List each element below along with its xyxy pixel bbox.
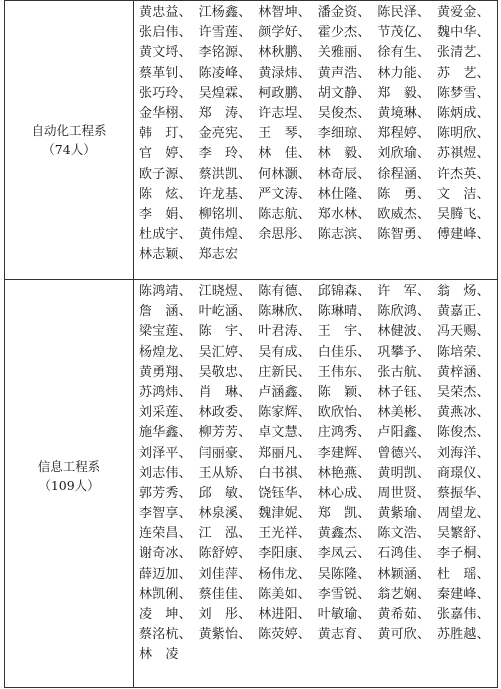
member-name: 林 凌: [139, 647, 179, 663]
member-name: 李雪锐、: [317, 586, 371, 602]
member-name: 林志颖、: [139, 247, 192, 263]
member-name: 黄声浩、: [317, 65, 371, 81]
member-name: 郑 毅、: [377, 85, 431, 101]
roster-table: [4, 0, 498, 688]
member-name: 吴腾飞、: [436, 206, 490, 222]
member-name: 杜 瑶、: [436, 566, 490, 582]
member-name: 李 娟、: [139, 206, 192, 222]
member-name: 商璟仪、: [436, 465, 490, 481]
member-name: 杨伟龙、: [258, 566, 311, 582]
member-name: 林艳燕、: [317, 465, 371, 481]
member-name: 林奇辰、: [317, 166, 371, 182]
member-name: 肖 琳、: [198, 384, 252, 400]
member-name: 施华鑫、: [139, 425, 192, 441]
member-name: 黄嘉正、: [436, 304, 490, 320]
member-name: 霍少杰、: [317, 25, 371, 41]
member-name: 黄燕冰、: [436, 405, 490, 421]
department-name: 信息工程系: [37, 459, 101, 474]
member-name: 张嘉伟、: [436, 607, 490, 622]
member-name: 李子桐、: [436, 546, 490, 562]
member-name: 徐程涵、: [377, 166, 431, 182]
member-name: 白书祺、: [258, 465, 311, 481]
member-name: 卢涵鑫、: [258, 384, 311, 400]
member-name: 黄爱金、: [436, 5, 490, 20]
member-name: 蔡佳佳、: [198, 586, 252, 602]
member-name: 周世贤、: [377, 485, 431, 501]
member-name: 林子钰、: [377, 384, 431, 400]
member-name: 官 婷、: [139, 146, 192, 162]
member-name: 谢奇冰、: [139, 546, 192, 562]
member-name: 吴俊杰、: [317, 105, 371, 121]
member-name: 金华栩、: [139, 105, 192, 121]
member-list-information: [139, 282, 497, 666]
member-name: 余思彤、: [258, 227, 311, 243]
member-name: 秦建峰、: [436, 586, 490, 602]
member-name: 杨煌龙、: [139, 344, 192, 360]
member-name: 梁宝莲、: [139, 324, 192, 340]
member-name: 饶钰华、: [258, 485, 311, 501]
member-name: 黄鑫杰、: [317, 526, 371, 542]
member-name: 王光祥、: [258, 526, 311, 542]
member-name: 卢阳鑫、: [377, 425, 431, 441]
department-label-information: [5, 457, 133, 495]
member-name: 许杰英、: [436, 166, 490, 182]
member-name: 严文涛、: [258, 186, 311, 202]
member-name: 刘 彤、: [198, 607, 252, 622]
member-name: 刘志伟、: [139, 465, 192, 481]
member-name: 许雪莲、: [198, 25, 252, 41]
member-name: 蔡革钊、: [139, 65, 192, 81]
member-name: 刘采莲、: [139, 405, 192, 421]
member-name: 陈明欣、: [436, 126, 490, 142]
member-name: 黄文埒、: [139, 45, 192, 61]
member-name: 林智坤、: [258, 5, 311, 20]
member-name: 吴繁舒、: [436, 526, 490, 542]
member-name: 张古航、: [377, 364, 431, 380]
member-name: 吴敬忠、: [198, 364, 252, 380]
member-name: 韩 玎、: [139, 126, 192, 142]
member-name: 陈志滨、: [317, 227, 371, 243]
member-name: 刘泽平、: [139, 445, 192, 461]
member-name: 林凯俐、: [139, 586, 192, 602]
member-name: 林 佳、: [258, 146, 311, 162]
member-name: 李细琼、: [317, 126, 371, 142]
member-name: 徐有生、: [377, 45, 431, 61]
member-name: 李阳康、: [258, 546, 311, 562]
member-name: 陈 勇、: [377, 186, 431, 202]
member-name: 黄可欣、: [377, 627, 431, 643]
member-name: 黄梓涵、: [436, 364, 490, 380]
member-name: 张清艺、: [436, 45, 490, 61]
member-name: 李智享、: [139, 506, 192, 522]
member-name: 陈舒婷、: [198, 546, 252, 562]
member-name: 苏 艺、: [436, 65, 490, 81]
member-name: 潘金资、: [317, 5, 371, 20]
member-name: 冯天赐、: [436, 324, 490, 340]
member-name: 林秋鹏、: [258, 45, 311, 61]
member-name: 翁艺娴、: [377, 586, 431, 602]
column-divider: [133, 0, 134, 687]
member-name: 文 洁、: [436, 186, 490, 202]
member-name: 陈智勇、: [377, 227, 431, 243]
department-name: 自动化工程系: [31, 123, 107, 138]
member-name: 吴陈隆、: [317, 566, 371, 582]
member-name: 苏胜越、: [436, 627, 490, 643]
member-name: 詹 涵、: [139, 304, 192, 320]
member-name: 吴有成、: [258, 344, 311, 360]
member-name: 林美彬、: [377, 405, 431, 421]
member-name: 胡文静、: [317, 85, 371, 101]
member-name: 陈凌峰、: [198, 65, 252, 81]
member-name: 许 军、: [377, 284, 431, 299]
member-name: 陈有德、: [258, 284, 311, 299]
member-name: 郑 涛、: [198, 105, 252, 121]
member-name: 陈炳成、: [436, 105, 490, 121]
member-name: 刘海洋、: [436, 445, 490, 461]
member-name: 陈鸿靖、: [139, 284, 192, 299]
member-name: 欧欣怡、: [317, 405, 371, 421]
member-name: 郑水林、: [317, 206, 371, 222]
member-name: 柯政鹏、: [258, 85, 311, 101]
member-name: 郑丽凡、: [258, 445, 311, 461]
member-name: 陈 炫、: [139, 186, 192, 202]
member-name: 陈琳欣、: [258, 304, 311, 320]
member-name: 林仕隆、: [317, 186, 371, 202]
member-name: 陈 颖、: [317, 384, 371, 400]
department-count: （74人）: [42, 142, 96, 157]
member-name: 苏祺煜、: [436, 146, 490, 162]
member-name: 许龙基、: [198, 186, 252, 202]
member-name: 陈欣鸿、: [377, 304, 431, 320]
member-name: 杜成宇、: [139, 227, 192, 243]
member-name: 林泉溪、: [198, 506, 252, 522]
member-name: 江杨鑫、: [198, 5, 252, 20]
member-name: 苏鸿炜、: [139, 384, 192, 400]
member-name: 欧威杰、: [377, 206, 431, 222]
member-name: 欧子源、: [139, 166, 192, 182]
member-list-automation: [139, 3, 497, 265]
member-name: 林健波、: [377, 324, 431, 340]
member-name: 黄志育、: [317, 627, 371, 643]
member-name: 柳芳芳、: [198, 425, 252, 441]
member-name: 柳铭圳、: [198, 206, 252, 222]
member-name: 张巧玲、: [139, 85, 192, 101]
member-name: 薛迈加、: [139, 566, 192, 582]
member-name: 郭芳秀、: [139, 485, 192, 501]
member-name: 卓文慧、: [258, 425, 311, 441]
member-name: 郑程婷、: [377, 126, 431, 142]
member-name: 黄渌炜、: [258, 65, 311, 81]
member-name: 李凤云、: [317, 546, 371, 562]
member-name: 黄明凯、: [377, 465, 431, 481]
member-name: 陈荧婷、: [258, 627, 311, 643]
member-name: 黄忠益、: [139, 5, 192, 20]
member-name: 江 泓、: [198, 526, 252, 542]
member-name: 林进阳、: [258, 607, 311, 622]
member-name: 张启伟、: [139, 25, 192, 41]
member-name: 陈培荣、: [436, 344, 490, 360]
member-name: 李铭源、: [198, 45, 252, 61]
member-name: 黄紫怡、: [198, 627, 252, 643]
department-count: （109人）: [38, 478, 100, 493]
member-name: 邱锦森、: [317, 284, 371, 299]
member-name: 江晓煜、: [198, 284, 252, 299]
member-name: 陈民泽、: [377, 5, 431, 20]
member-name: 石鸿佳、: [377, 546, 431, 562]
member-name: 庄鸿秀、: [317, 425, 371, 441]
member-name: 黄勇翔、: [139, 364, 192, 380]
member-name: 巩攀予、: [377, 344, 431, 360]
member-name: 黄希茹、: [377, 607, 431, 622]
member-name: 曾德兴、: [377, 445, 431, 461]
member-name: 陈家辉、: [258, 405, 311, 421]
member-name: 王伟东、: [317, 364, 371, 380]
member-name: 白佳乐、: [317, 344, 371, 360]
member-name: 刘佳萍、: [198, 566, 252, 582]
member-name: 许志埕、: [258, 105, 311, 121]
member-name: 吴煌霖、: [198, 85, 252, 101]
member-name: 翁 炀、: [436, 284, 490, 299]
member-name: 林 毅、: [317, 146, 371, 162]
row-divider: [5, 279, 497, 280]
member-name: 陈琳晴、: [317, 304, 371, 320]
member-name: 蔡洺杭、: [139, 627, 192, 643]
member-name: 陈文浩、: [377, 526, 431, 542]
table-top-border: [5, 0, 497, 1]
member-name: 陈志航、: [258, 206, 311, 222]
member-name: 闫丽豪、: [198, 445, 252, 461]
member-name: 凌 坤、: [139, 607, 192, 622]
member-name: 蔡洪凯、: [198, 166, 252, 182]
member-name: 周望龙、: [436, 506, 490, 522]
member-name: 何林灏、: [258, 166, 311, 182]
member-name: 陈俊杰、: [436, 425, 490, 441]
member-name: 王 宇、: [317, 324, 371, 340]
member-name: 魏中华、: [436, 25, 490, 41]
member-name: 林心成、: [317, 485, 371, 501]
member-name: 叶君涛、: [258, 324, 311, 340]
member-name: 吴汇婷、: [198, 344, 252, 360]
member-name: 陈美如、: [258, 586, 311, 602]
member-name: 黄境琳、: [377, 105, 431, 121]
member-name: 王从矫、: [198, 465, 252, 481]
member-name: 刘欣瑜、: [377, 146, 431, 162]
member-name: 庄新民、: [258, 364, 311, 380]
member-name: 黄紫瑜、: [377, 506, 431, 522]
member-name: 关雅丽、: [317, 45, 371, 61]
member-name: 傅建峰、: [436, 227, 490, 243]
member-name: 林政委、: [198, 405, 252, 421]
member-name: 叶敏瑜、: [317, 607, 371, 622]
member-name: 邱 敏、: [198, 485, 252, 501]
member-name: 郑志宏: [198, 247, 239, 263]
member-name: 颜学好、: [258, 25, 311, 41]
member-name: 陈梦雪、: [436, 85, 490, 101]
department-label-automation: [5, 121, 133, 159]
member-name: 金亮宪、: [198, 126, 252, 142]
member-name: 陈 宇、: [198, 324, 252, 340]
member-name: 林力能、: [377, 65, 431, 81]
member-name: 王 琴、: [258, 126, 311, 142]
member-name: 连荣昌、: [139, 526, 192, 542]
member-name: 李 玲、: [198, 146, 252, 162]
member-name: 林颖涵、: [377, 566, 431, 582]
member-name: 黄伟煌、: [198, 227, 252, 243]
member-name: 郑 凯、: [317, 506, 371, 522]
member-name: 叶屹涵、: [198, 304, 252, 320]
member-name: 李建辉、: [317, 445, 371, 461]
member-name: 蔡振华、: [436, 485, 490, 501]
member-name: 吴荣杰、: [436, 384, 490, 400]
member-name: 魏津妮、: [258, 506, 311, 522]
member-name: 节茂亿、: [377, 25, 431, 41]
